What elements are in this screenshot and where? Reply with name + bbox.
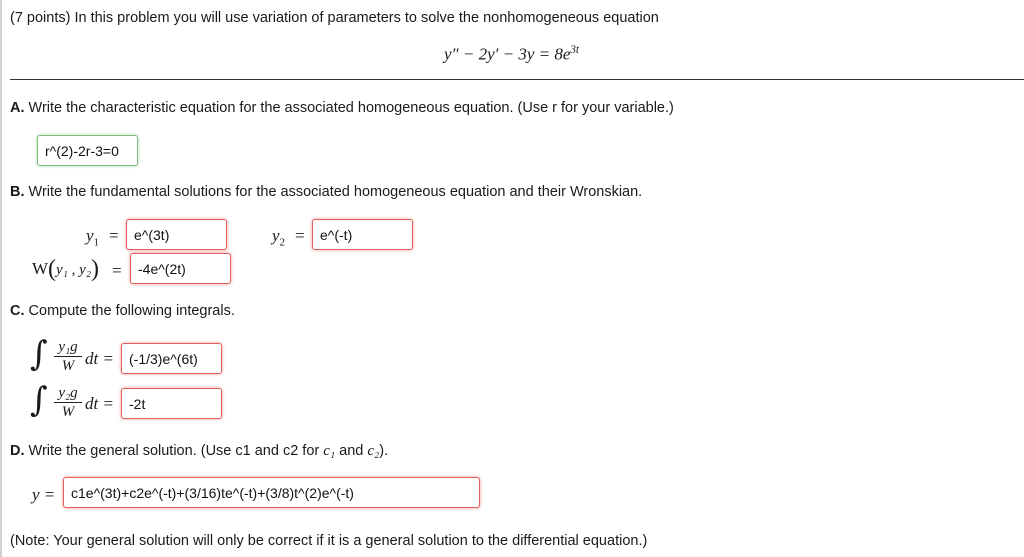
divider (10, 79, 1024, 80)
integral-2-denominator: W (61, 404, 75, 420)
part-d-text-pre: Write the general solution. (Use c1 and c2 for (24, 443, 324, 459)
part-a-text: Write the characteristic equation for the associated homogeneous equation. (Use r for your variable.) (24, 100, 674, 116)
integral-2-input[interactable] (121, 388, 222, 419)
characteristic-equation-input[interactable] (37, 135, 138, 166)
part-d-prompt (10, 443, 388, 460)
differential-equation (444, 44, 579, 65)
wronskian-label (32, 256, 99, 283)
y1-subscript: 1 (93, 236, 100, 249)
y2-subscript: 2 (279, 236, 286, 249)
part-a-letter: A. (10, 100, 25, 116)
integral-1-value: (-1/3)e^(6t) (129, 350, 198, 367)
integral-2-dt: dt = (85, 394, 114, 413)
equation-exponent: 3t (570, 44, 579, 56)
y2-input[interactable] (312, 219, 413, 250)
characteristic-equation-value: r^(2)-2r-3=0 (45, 142, 119, 159)
wronskian-input[interactable] (130, 253, 231, 284)
y1-symbol: y (86, 226, 94, 245)
integral-2-value: -2t (129, 395, 146, 412)
equation-lhs: y″ − 2y′ − 3y = 8e (444, 44, 571, 64)
wronskian-args: y₁ , y₂ (56, 262, 92, 278)
left-margin-line (0, 0, 2, 557)
integral-1-numerator: y₁g (58, 339, 78, 355)
general-solution-label: y = (32, 485, 56, 504)
part-c-text: Compute the following integrals. (24, 303, 235, 319)
y1-input[interactable] (126, 219, 227, 250)
note-text: (Note: Your general solution will only be correct if it is a general solution to the differential equation.) (10, 533, 648, 549)
part-b-text: Write the fundamental solutions for the associated homogeneous equation and their Wronskian. (24, 184, 643, 200)
part-d-letter: D. (10, 443, 25, 459)
integral-2-numerator: y₂g (58, 385, 78, 401)
integral-sign-2: ∫ (30, 380, 48, 420)
y2-label (272, 226, 285, 248)
integral-1-fraction (54, 339, 82, 374)
y1-label (86, 226, 99, 248)
wronskian-symbol: W (32, 259, 49, 278)
y1-equals: = (109, 226, 119, 245)
integral-2-fraction (54, 385, 82, 420)
integral-1-dt: dt = (85, 349, 114, 368)
c2-symbol: c₂ (367, 443, 380, 459)
part-a-prompt (10, 100, 674, 116)
c1-symbol: c₁ (323, 443, 336, 459)
general-solution-input[interactable] (63, 477, 480, 508)
integral-1-denominator: W (61, 358, 75, 374)
integral-1-input[interactable] (121, 343, 222, 374)
wronskian-value: -4e^(2t) (138, 260, 186, 277)
part-b-letter: B. (10, 184, 25, 200)
general-solution-value: c1e^(3t)+c2e^(-t)+(3/16)te^(-t)+(3/8)t^(2)e^(-t) (71, 484, 354, 501)
part-c-prompt (10, 303, 235, 319)
y2-equals: = (295, 226, 305, 245)
y2-value: e^(-t) (320, 226, 353, 243)
y1-value: e^(3t) (134, 226, 170, 243)
wronskian-close-paren: ) (91, 256, 100, 282)
y2-symbol: y (272, 226, 280, 245)
problem-intro: (7 points) In this problem you will use variation of parameters to solve the nonhomogeneous equation (10, 10, 659, 26)
part-d-text-and: and (335, 443, 368, 459)
wronskian-equals: = (112, 261, 122, 280)
integral-1-fraction-bar (54, 356, 82, 357)
integral-sign-1: ∫ (30, 334, 48, 374)
wronskian-open-paren: ( (48, 256, 57, 282)
part-b-prompt (10, 184, 642, 200)
integral-2-fraction-bar (54, 402, 82, 403)
part-c-letter: C. (10, 303, 25, 319)
part-d-text-post: ). (379, 443, 389, 459)
